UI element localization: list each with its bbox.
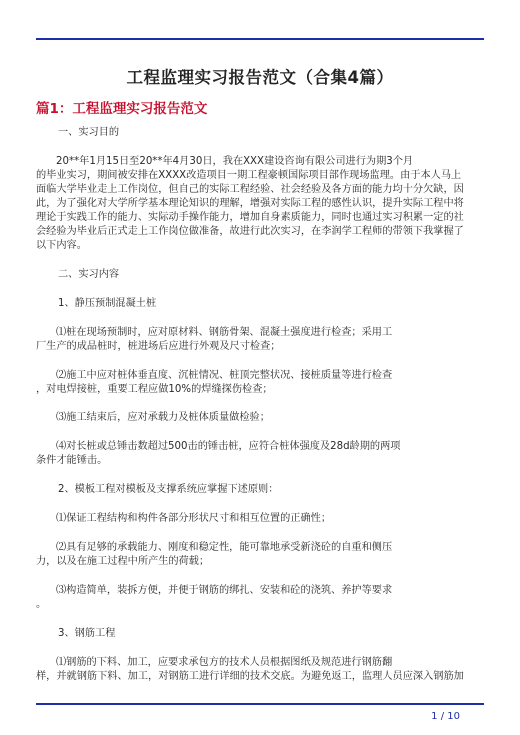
- paragraph-line: 此，为了强化对大学所学基本理论知识的理解，增强对实际工程的感性认识，提升实际工程中将: [36, 198, 464, 209]
- subheading-formwork: 2、模板工程对模板及支撑系统应掌握下述原则：: [58, 484, 279, 495]
- list-item-line: ⑶施工结束后，应对承载力及桩体质量做检验；: [56, 412, 270, 423]
- list-item-line: 力，以及在施工过程中所产生的荷载；: [36, 556, 210, 567]
- footer-rule: [36, 703, 484, 705]
- list-item-line: 样，并就钢筋下料、加工，对钢筋工进行详细的技术交底。为避免返工，监理人员应深入钢筋加: [36, 671, 464, 682]
- list-item-line: ，对电焊接桩，重要工程应做10%的焊缝探伤检查；: [36, 384, 273, 395]
- list-item-line: 厂生产的成品桩时，桩进场后应进行外观及尺寸检查；: [36, 341, 281, 352]
- paragraph-line: 面临大学毕业走上工作岗位，但自己的实际工程经验、社会经验及各方面的能力均十分欠缺，因: [36, 184, 464, 195]
- list-item-line: ⑷对长桩或总锤击数超过500击的锤击桩，应符合桩体强度及28d龄期的两项: [56, 441, 401, 452]
- paragraph-line: 理论于实践工作的能力、实际动手操作能力，增加自身素质能力，同时也通过实习积累一定的社: [36, 212, 464, 223]
- section-heading: 篇1：工程监理实习报告范文: [36, 101, 208, 117]
- list-item-line: ⑵施工中应对桩体垂直度、沉桩情况、桩顶完整状况、接桩质量等进行检查: [56, 370, 393, 381]
- list-item-line: ⑴桩在现场预制时，应对原材料、钢筋骨架、混凝土强度进行检查；采用工: [56, 327, 393, 338]
- heading-purpose: 一、实习目的: [58, 127, 120, 138]
- list-item-line: ⑴钢筋的下料、加工，应要求承包方的技术人员根据图纸及规范进行钢筋翻: [56, 657, 393, 668]
- document-title: 工程监理实习报告范文（合集4篇）: [126, 68, 394, 87]
- list-item-line: ⑵具有足够的承载能力、刚度和稳定性，能可靠地承受新浇砼的自重和侧压: [56, 542, 393, 553]
- page-number: 1 / 10: [431, 711, 460, 722]
- list-item-line: ⑶构造简单，装拆方便，并便于钢筋的绑扎、安装和砼的浇筑、养护等要求: [56, 585, 393, 596]
- paragraph-line: 20**年1月15日至20**年4月30日，我在XXX建设咨询有限公司进行为期3个月: [56, 156, 414, 167]
- header-rule: [36, 38, 484, 40]
- paragraph-line: 的毕业实习，期间被安排在XXXX改造项目一期工程豪顿国际项目部作现场监理。由于本人马上: [36, 170, 462, 181]
- paragraph-line: 以下内容。: [36, 240, 87, 251]
- list-item-line: 条件才能锤击。: [36, 455, 108, 466]
- heading-content: 二、实习内容: [58, 269, 120, 280]
- subheading-rebar: 3、钢筋工程: [58, 628, 116, 639]
- subheading-pile: 1、静压预制混凝土桩: [58, 298, 157, 309]
- list-item-line: 。: [36, 599, 47, 610]
- list-item-line: ⑴保证工程结构和构件各部分形状尺寸和相互位置的正确性；: [56, 513, 332, 524]
- paragraph-line: 会经验为毕业后正式走上工作岗位做准备，故进行此次实习，在李润学工程师的带领下我掌握了: [36, 226, 464, 237]
